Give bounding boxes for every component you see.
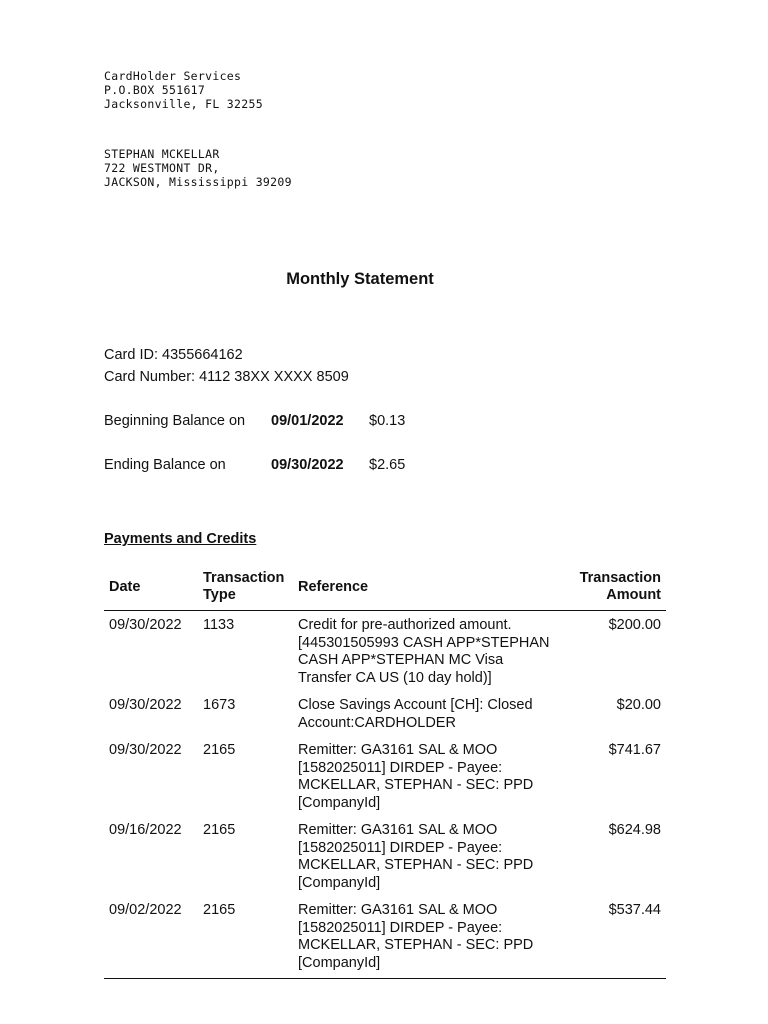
ending-balance-label: Ending Balance on [104, 457, 226, 473]
header-amount: Transaction Amount [563, 566, 666, 611]
row-amount: $20.00 [616, 697, 661, 713]
ending-balance-row [104, 457, 405, 473]
header-date: Date [104, 566, 198, 611]
row-reference: Remitter: GA3161 SAL & MOO [1582025011] DIRDEP - Payee: MCKELLAR, STEPHAN - SEC: PPD [CompanyId] [293, 896, 563, 979]
statement-title: Monthly Statement [286, 270, 434, 288]
sender-line: CardHolder Services [104, 69, 242, 83]
row-reference: Remitter: GA3161 SAL & MOO [1582025011] DIRDEP - Payee: MCKELLAR, STEPHAN - SEC: PPD [CompanyId] [298, 742, 534, 811]
recipient-line: STEPHAN MCKELLAR [104, 147, 220, 161]
card-number: Card Number: 4112 38XX XXXX 8509 [104, 369, 349, 385]
row-amount: $537.44 [563, 896, 666, 979]
row-date: 09/30/2022 [109, 697, 182, 713]
beginning-balance-amount: $0.13 [369, 413, 406, 429]
sender-address [104, 69, 263, 111]
card-id: Card ID: 4355664162 [104, 347, 243, 363]
row-reference: Close Savings Account [CH]: Closed Account:CARDHOLDER [298, 697, 533, 731]
row-reference: Remitter: GA3161 SAL & MOO [1582025011] DIRDEP - Payee: MCKELLAR, STEPHAN - SEC: PPD [CompanyId] [298, 822, 534, 891]
recipient-address [104, 147, 292, 189]
beginning-balance-label: Beginning Balance on [104, 413, 246, 429]
row-type: 2165 [203, 742, 236, 758]
table-row [104, 691, 666, 736]
recipient-line: 722 WESTMONT DR, [104, 161, 220, 175]
row-date: 09/02/2022 [104, 896, 198, 979]
row-amount: $741.67 [608, 742, 661, 758]
transactions-table [104, 566, 666, 979]
row-type: 2165 [203, 822, 236, 838]
table-header-row [104, 566, 666, 611]
row-date: 09/30/2022 [109, 617, 182, 633]
sender-line: P.O.BOX 551617 [104, 83, 206, 97]
header-reference: Reference [293, 566, 563, 611]
row-reference: Credit for pre-authorized amount. [445301505993 CASH APP*STEPHAN CASH APP*STEPHAN MC Visa Transfer CA US (10 day hold)] [298, 617, 550, 686]
recipient-line: JACKSON, Mississippi 39209 [104, 175, 292, 189]
row-date: 09/30/2022 [109, 742, 182, 758]
row-date: 09/16/2022 [109, 822, 182, 838]
ending-balance-amount: $2.65 [369, 457, 406, 473]
row-amount: $200.00 [608, 617, 661, 633]
row-type: 1133 [203, 617, 235, 633]
table-row [104, 736, 666, 816]
row-amount: $624.98 [608, 822, 661, 838]
table-row [104, 896, 666, 979]
header-type: Transaction Type [198, 566, 293, 611]
beginning-balance-date: 09/01/2022 [271, 413, 344, 429]
table-row [104, 611, 666, 692]
table-row [104, 816, 666, 896]
section-title: Payments and Credits [104, 531, 257, 547]
row-type: 2165 [198, 896, 293, 979]
beginning-balance-row [104, 413, 405, 429]
sender-line: Jacksonville, FL 32255 [104, 97, 263, 111]
row-type: 1673 [203, 697, 236, 713]
ending-balance-date: 09/30/2022 [271, 457, 344, 473]
